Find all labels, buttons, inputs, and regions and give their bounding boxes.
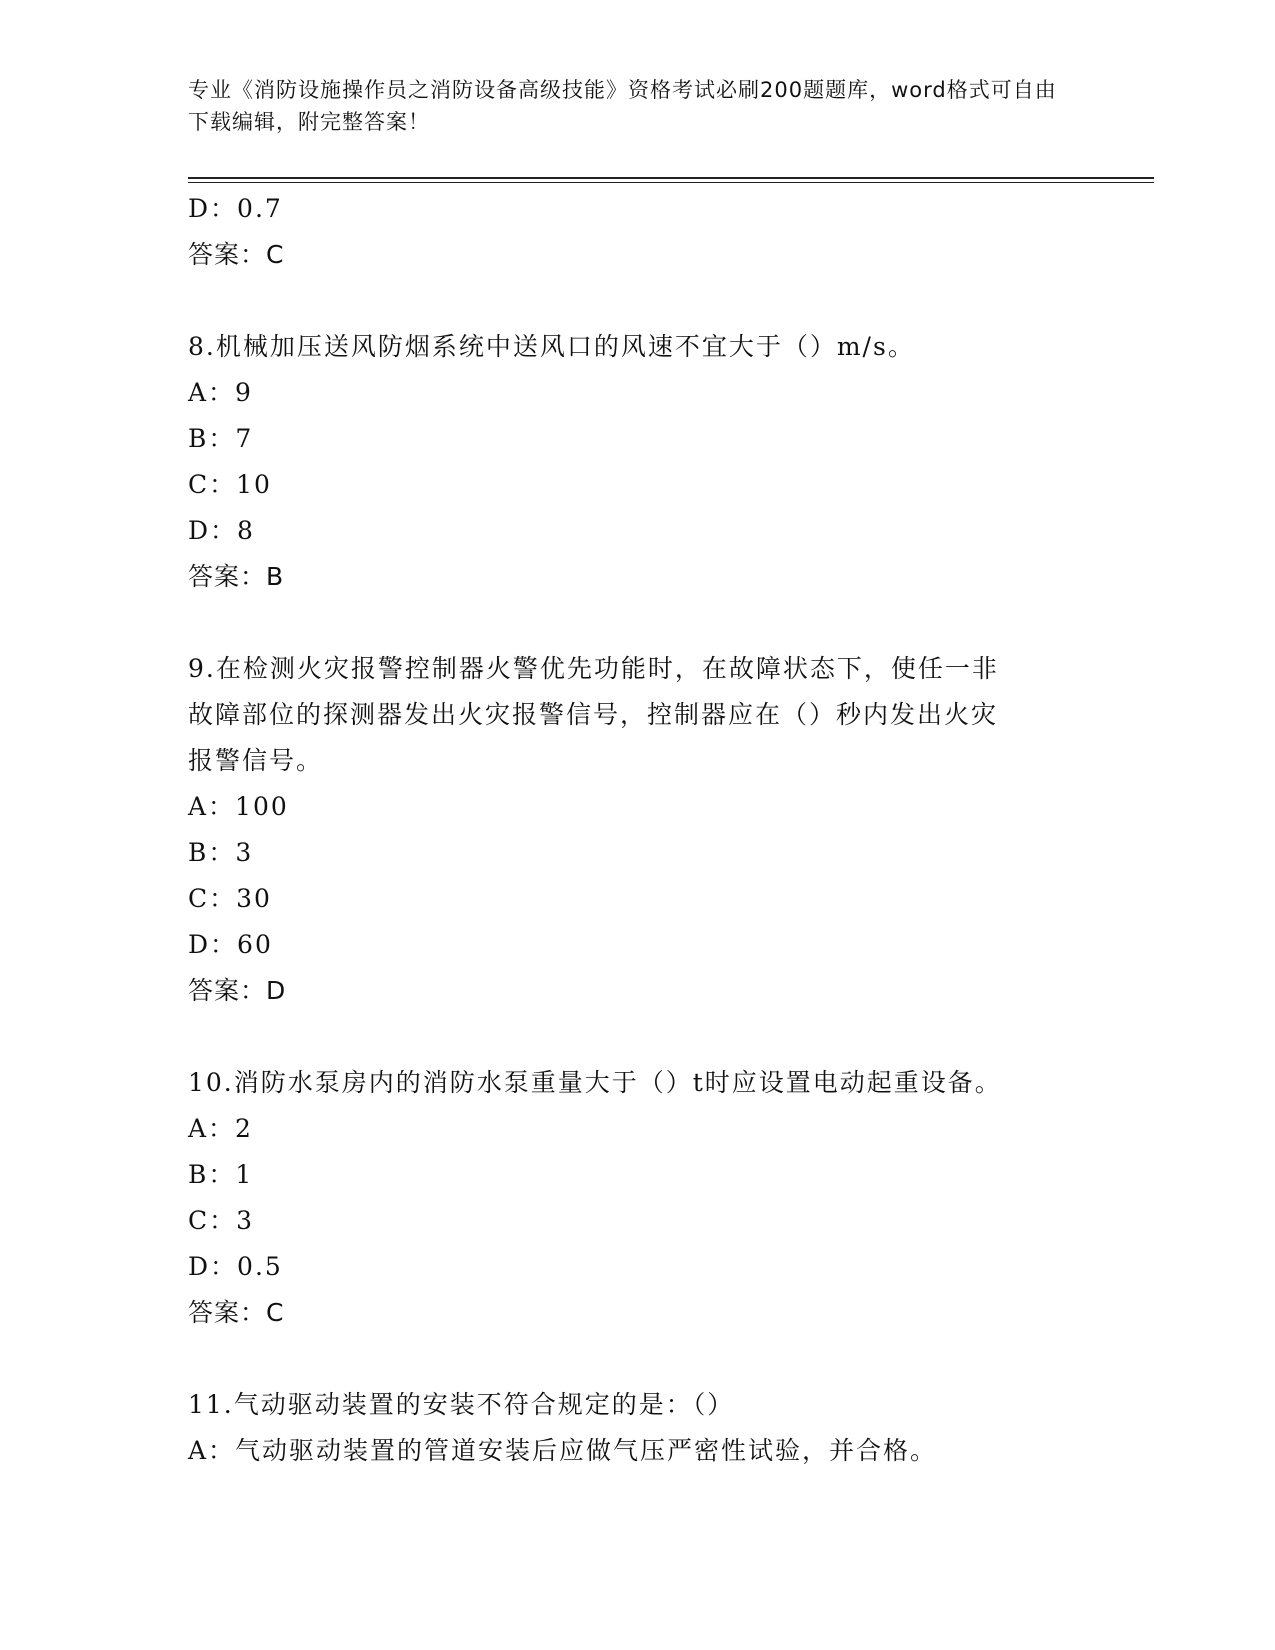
question-stem-line-2: 故障部位的探测器发出火灾报警信号，控制器应在（）秒内发出火灾 — [188, 700, 999, 729]
spacer — [188, 278, 1088, 324]
option-d: D：8 — [188, 516, 255, 545]
spacer — [188, 1336, 1088, 1382]
option-c: C：10 — [188, 470, 272, 499]
option-b: B：1 — [188, 1160, 254, 1189]
question-11 — [188, 1382, 1088, 1474]
option-d: D：60 — [188, 930, 273, 959]
answer: 答案：B — [188, 562, 285, 591]
answer: 答案：D — [188, 976, 287, 1005]
option-a: A：100 — [188, 792, 289, 821]
option-a: A：9 — [188, 378, 253, 407]
question-stem: 8.机械加压送风防烟系统中送风口的风速不宜大于（）m/s。 — [188, 332, 915, 361]
prev-answer: 答案：C — [188, 240, 285, 269]
question-9 — [188, 646, 1088, 1014]
option-c: C：30 — [188, 884, 272, 913]
option-d: D：0.5 — [188, 1252, 283, 1281]
header-divider-bottom — [188, 182, 1154, 183]
prev-option-d: D：0.7 — [188, 194, 283, 223]
option-b: B：3 — [188, 838, 254, 867]
header-divider-top — [188, 177, 1154, 179]
spacer — [188, 1014, 1088, 1060]
header-title: 专业《消防设施操作员之消防设备高级技能》资格考试必刷200题题库，word格式可自由下载编辑，附完整答案！ — [188, 78, 1057, 134]
option-c: C：3 — [188, 1206, 255, 1235]
document-header — [188, 74, 1068, 138]
question-8 — [188, 324, 1088, 600]
option-b: B：7 — [188, 424, 254, 453]
question-stem-line-3: 报警信号。 — [188, 746, 324, 775]
question-10 — [188, 1060, 1088, 1336]
option-a: A：2 — [188, 1114, 253, 1143]
question-stem: 11.气动驱动装置的安装不符合规定的是：（） — [188, 1390, 735, 1419]
question-stem-line-1: 9.在检测火灾报警控制器火警优先功能时，在故障状态下，使任一非 — [188, 654, 999, 683]
option-a: A：气动驱动装置的管道安装后应做气压严密性试验，并合格。 — [188, 1436, 938, 1465]
question-stem: 10.消防水泵房内的消防水泵重量大于（）t时应设置电动起重设备。 — [188, 1068, 1002, 1097]
spacer — [188, 600, 1088, 646]
question-content — [188, 186, 1088, 1474]
answer: 答案：C — [188, 1298, 285, 1327]
